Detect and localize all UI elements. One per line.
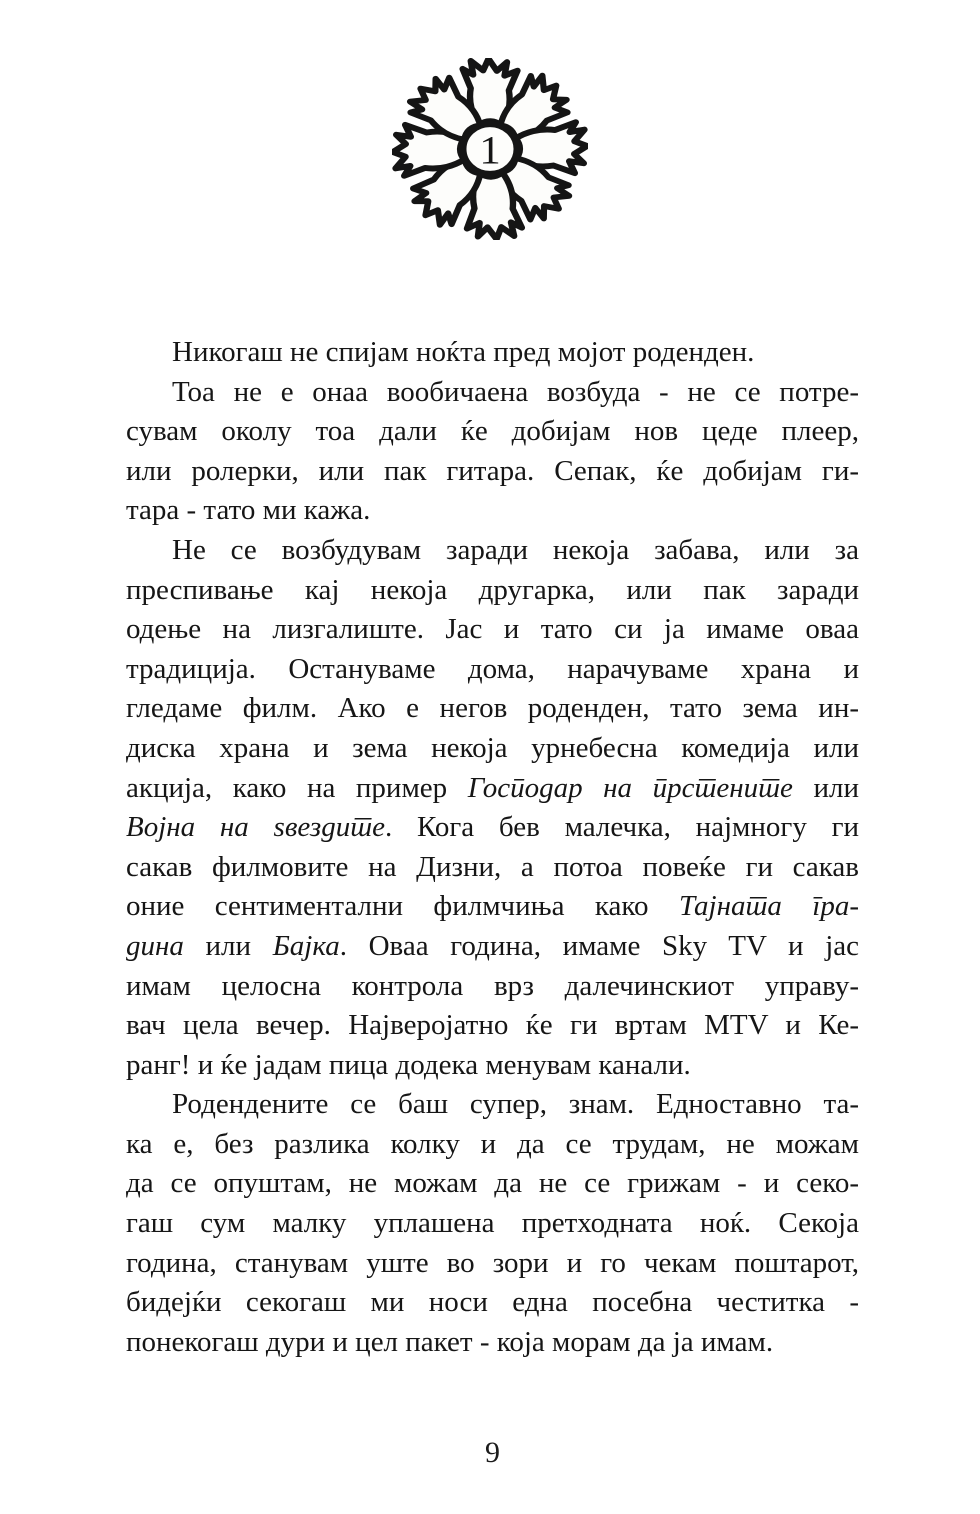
italic-text-segment: Господар на прстените xyxy=(467,771,793,804)
text-line xyxy=(126,531,859,571)
text-segment: година, станувам уште во зори и го чекам поштарот, xyxy=(126,1246,859,1279)
text-line xyxy=(126,769,859,809)
text-segment: ранг! и ќе јадам пица додека менувам канали. xyxy=(126,1048,691,1081)
paragraph xyxy=(126,373,859,531)
text-segment: тара - тато ми кажа. xyxy=(126,494,371,527)
text-segment: или ролерки, или пак гитара. Сепак, ќе добијам ги- xyxy=(126,454,859,487)
text-segment: . Оваа година, имаме Sky TV и јас xyxy=(339,929,859,962)
text-segment: бидејќи секогаш ми носи една посебна честитка - xyxy=(126,1286,859,1319)
text-line xyxy=(126,571,859,611)
text-segment: Тоа не е онаа вообичаена возбуда - не се потре- xyxy=(172,375,859,408)
chapter-ornament xyxy=(392,58,588,240)
text-segment: понекогаш дури и цел пакет - која морам да ја имам. xyxy=(126,1325,774,1358)
text-segment: диска храна и зема некоја урнебесна комедија или xyxy=(126,731,859,764)
chapter-number: 1 xyxy=(479,127,501,173)
paragraph xyxy=(126,333,859,373)
text-line xyxy=(126,848,859,888)
text-segment: сакав филмовите на Дизни, а потоа повеќе ги сакав xyxy=(126,850,859,883)
text-segment: преспивање кај некоја другарка, или пак заради xyxy=(126,573,859,606)
paragraph xyxy=(126,1085,859,1362)
text-segment: Не се возбудувам заради некоја забава, или за xyxy=(172,533,859,566)
text-line xyxy=(126,452,859,492)
body-text xyxy=(126,333,859,1362)
text-segment: традиција. Остануваме дома, нарачуваме храна и xyxy=(126,652,859,685)
text-line xyxy=(126,689,859,729)
text-segment: . Кога бев малечка, најмногу ги xyxy=(385,811,859,844)
text-line xyxy=(126,1125,859,1165)
text-segment: ка е, без разлика колку и да се трудам, не можам xyxy=(126,1127,859,1160)
text-line xyxy=(126,1204,859,1244)
text-line xyxy=(126,808,859,848)
page-number: 9 xyxy=(485,1436,500,1469)
text-line xyxy=(126,333,859,373)
text-segment: Родендените се баш супер, знам. Едноставно та- xyxy=(172,1088,859,1121)
text-line xyxy=(126,967,859,1007)
text-segment: вач цела вечер. Најверојатно ќе ги вртам MTV и Ке- xyxy=(126,1009,859,1042)
italic-text-segment: дина xyxy=(126,929,184,962)
text-line xyxy=(126,729,859,769)
paragraph xyxy=(126,531,859,1085)
text-segment: гледаме филм. Ако е негов роденден, тато зема ин- xyxy=(126,692,859,725)
text-segment: имам целосна контрола врз далечинскиот управу- xyxy=(126,969,859,1002)
text-line xyxy=(126,887,859,927)
flower-icon xyxy=(392,58,588,240)
text-segment: или xyxy=(792,771,859,804)
text-line xyxy=(126,1006,859,1046)
text-segment: Никогаш не спијам ноќта пред мојот роденден. xyxy=(172,336,755,368)
text-line xyxy=(126,1244,859,1284)
text-line xyxy=(126,1085,859,1125)
text-line xyxy=(126,610,859,650)
text-line xyxy=(126,373,859,413)
italic-text-segment: Бајка xyxy=(272,929,340,962)
italic-text-segment: Војна на ѕвездите xyxy=(126,811,385,844)
text-line xyxy=(126,650,859,690)
text-line xyxy=(126,1046,859,1086)
text-segment: да се опуштам, не можам да не се грижам - и секо- xyxy=(126,1167,859,1200)
text-line xyxy=(126,491,859,531)
text-line xyxy=(126,1283,859,1323)
italic-text-segment: Тајната гра- xyxy=(678,890,859,923)
text-line xyxy=(126,927,859,967)
text-line xyxy=(126,1323,859,1363)
text-line xyxy=(126,1164,859,1204)
text-segment: гаш сум малку уплашена претходната ноќ. Секоја xyxy=(126,1207,859,1240)
text-line xyxy=(126,412,859,452)
text-segment: одење на лизгалиште. Јас и тато си ја имаме оваа xyxy=(126,613,859,646)
text-segment: или xyxy=(183,929,273,962)
text-segment: акција, како на пример xyxy=(126,771,468,804)
text-segment: сувам околу тоа дали ќе добијам нов цеде плеер, xyxy=(126,415,859,448)
text-segment: оние сентиментални филмчиња како xyxy=(126,890,679,923)
